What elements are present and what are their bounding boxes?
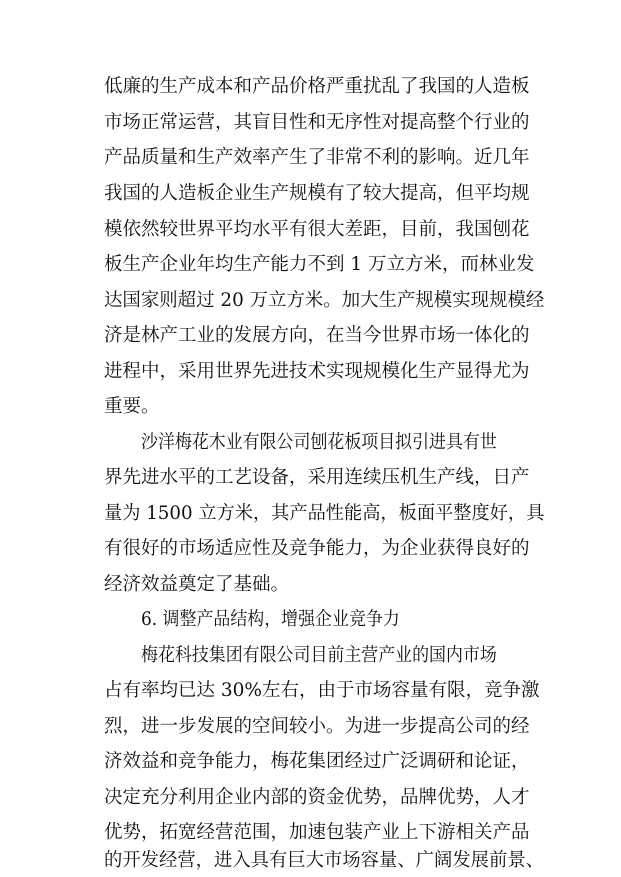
paragraph-first-line: 梅花科技集团有限公司目前主营产业的国内市场: [141, 645, 497, 666]
text-line: 市场正常运营，其盲目性和无序性对提高整个行业的: [104, 112, 530, 133]
text-line: 经济效益奠定了基础。: [104, 574, 290, 595]
text-line: 烈，进一步发展的空间较小。为进一步提高公司的经: [104, 716, 530, 737]
text-line: 决定充分利用企业内部的资金优势，品牌优势，人才: [104, 787, 530, 808]
text-line: 优势，拓宽经营范围，加速包装产业上下游相关产品: [104, 822, 530, 843]
text-line: 我国的人造板企业生产规模有了较大提高，但平均规: [104, 183, 530, 204]
text-line: 量为 1500 立方米，其产品性能高，板面平整度好，具: [104, 503, 545, 524]
text-line: 界先进水平的工艺设备，采用连续压机生产线，日产: [104, 467, 530, 488]
text-line: 重要。: [104, 396, 160, 417]
text-line: 板生产企业年均生产能力不到 1 万立方米，而林业发: [104, 254, 535, 275]
text-line: 达国家则超过 20 万立方米。加大生产规模实现规模经: [104, 290, 545, 311]
text-line: 占有率均已达 30%左右，由于市场容量有限，竞争激: [104, 680, 540, 701]
text-line: 有很好的市场适应性及竞争能力，为企业获得良好的: [104, 538, 530, 559]
text-line: 济效益和竞争能力，梅花集团经过广泛调研和论证，: [104, 751, 530, 772]
text-line: 模依然较世界平均水平有很大差距，目前，我国刨花: [104, 219, 530, 240]
section-heading: 6. 调整产品结构，增强企业竞争力: [141, 609, 400, 630]
text-line: 进程中，采用世界先进技术实现规模化生产显得尤为: [104, 361, 530, 382]
text-line: 产品质量和生产效率产生了非常不利的影响。近几年: [104, 147, 530, 168]
text-line: 济是林产工业的发展方向，在当今世界市场一体化的: [104, 325, 530, 346]
paragraph-first-line: 沙洋梅花木业有限公司刨花板项目拟引进具有世: [141, 432, 497, 453]
text-line: 的开发经营，进入具有巨大市场容量、广阔发展前景、: [104, 850, 545, 871]
text-line: 低廉的生产成本和产品价格严重扰乱了我国的人造板: [104, 76, 530, 97]
